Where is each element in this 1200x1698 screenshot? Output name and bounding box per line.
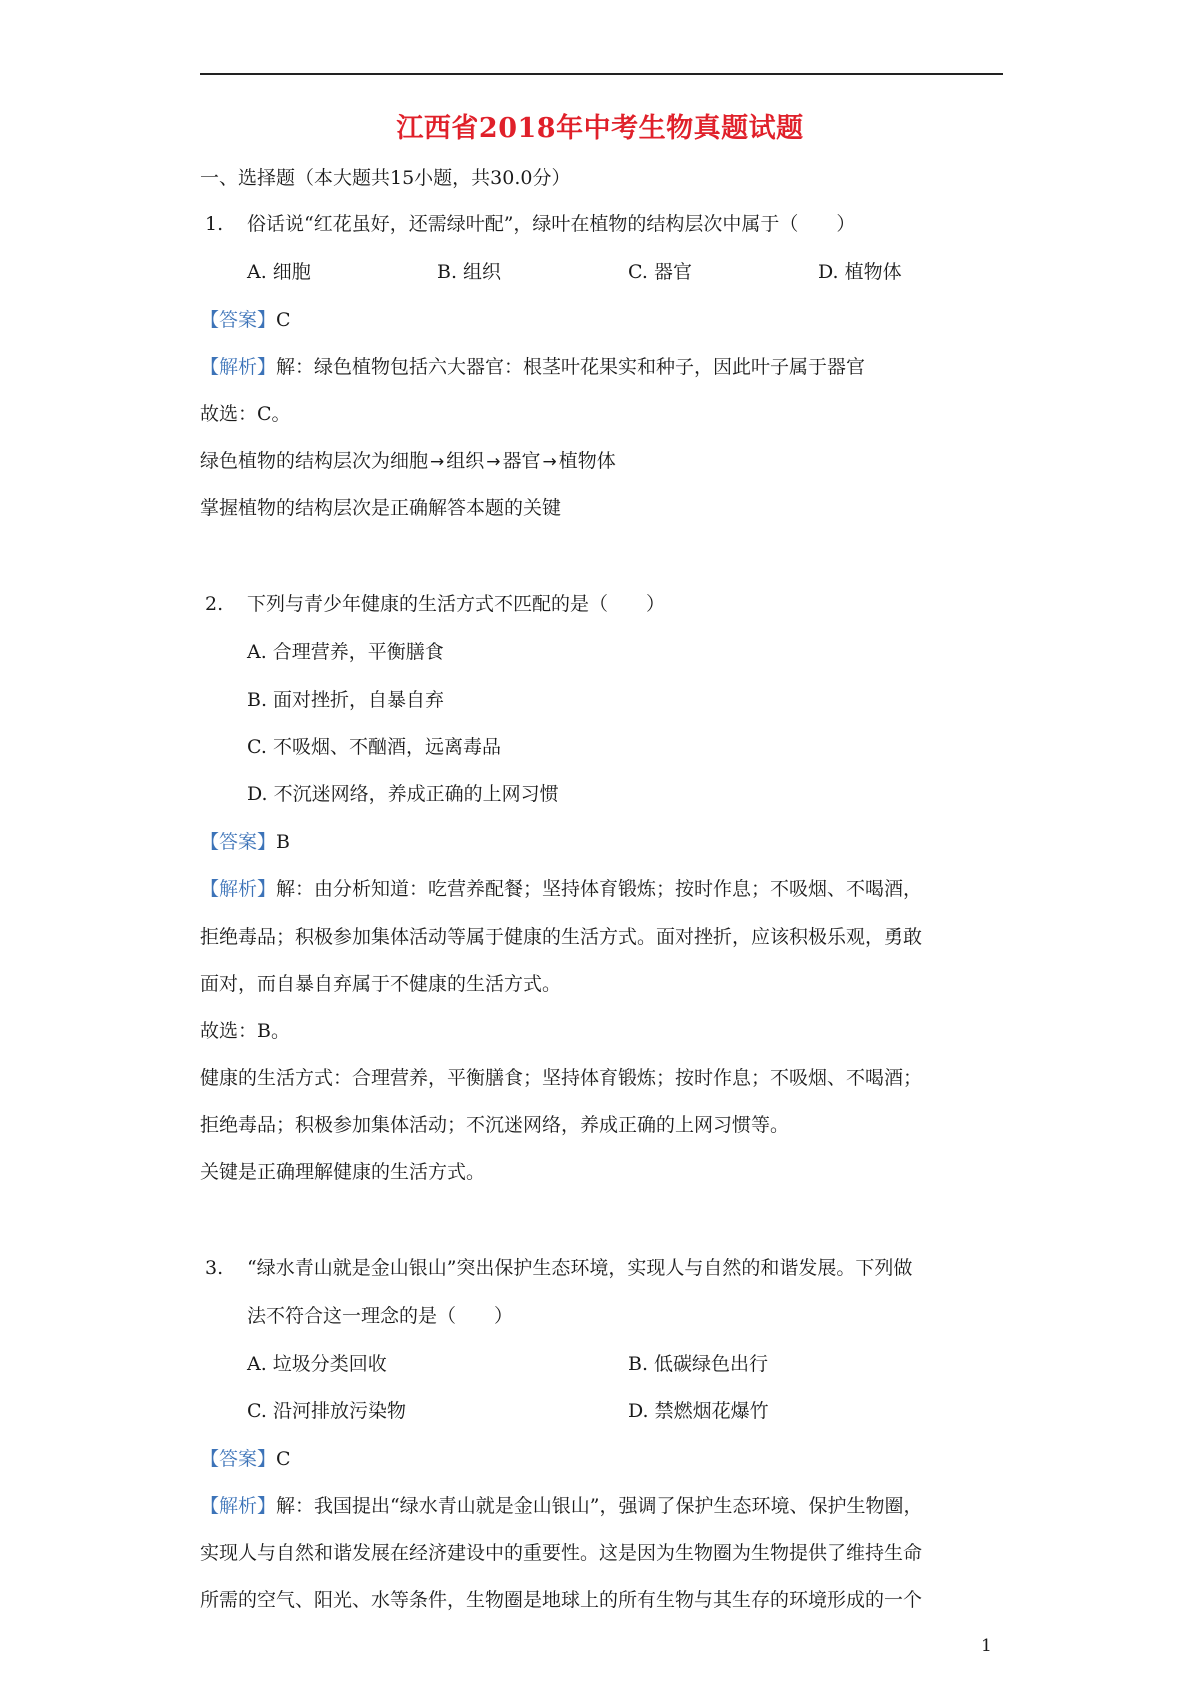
question-2-number: 2. [205, 593, 224, 615]
question-3-option-c: C. 沿河排放污染物 [247, 1400, 406, 1422]
analysis-tag: 【解析】 [200, 878, 277, 900]
question-3-option-b: B. 低碳绿色出行 [628, 1353, 769, 1375]
header-rule [200, 73, 1003, 75]
question-1-answer [200, 308, 291, 332]
question-3-analysis-line-2: 实现人与自然和谐发展在经济建设中的重要性。这是因为生物圈为生物提供了维持生命 [200, 1542, 923, 1564]
arrow-right-icon: → [430, 452, 445, 472]
section-heading: 一、选择题（本大题共15小题，共30.0分） [200, 167, 571, 189]
question-3-option-a: A. 垃圾分类回收 [247, 1353, 387, 1375]
question-1-stem: 俗话说“红花虽好，还需绿叶配”，绿叶在植物的结构层次中属于（ ） [247, 213, 856, 235]
arrow-right-icon: → [542, 452, 557, 472]
answer-value: C [276, 1448, 291, 1470]
question-2-conclusion: 故选：B。 [200, 1020, 290, 1042]
question-1-key-point: 掌握植物的结构层次是正确解答本题的关键 [200, 497, 562, 519]
analysis-line: 解：绿色植物包括六大器官：根茎叶花果实和种子，因此叶子属于器官 [276, 356, 866, 378]
question-2-option-d: D. 不沉迷网络，养成正确的上网习惯 [247, 783, 559, 805]
question-3-analysis [200, 1494, 922, 1518]
question-3-stem: “绿水青山就是金山银山”突出保护生态环境，实现人与自然的和谐发展。下列做 [247, 1257, 913, 1279]
question-2-key-point: 关键是正确理解健康的生活方式。 [200, 1161, 486, 1183]
arrow-right-icon: → [486, 452, 501, 472]
question-3-stem-line-2: 法不符合这一理念的是（ ） [247, 1305, 514, 1327]
question-3-number: 3. [205, 1257, 224, 1279]
question-2-stem: 下列与青少年健康的生活方式不匹配的是（ ） [247, 593, 666, 615]
question-1-option-c: C. 器官 [628, 261, 692, 283]
question-2-note-line-2: 拒绝毒品；积极参加集体活动；不沉迷网络，养成正确的上网习惯等。 [200, 1114, 790, 1136]
question-2-option-b: B. 面对挫折，自暴自弃 [247, 689, 445, 711]
question-2-note-line-1: 健康的生活方式：合理营养，平衡膳食；坚持体育锻炼；按时作息；不吸烟、不喝酒； [200, 1067, 923, 1089]
answer-tag: 【答案】 [200, 1448, 277, 1470]
answer-value: B [276, 831, 290, 853]
question-2-option-a: A. 合理营养，平衡膳食 [247, 641, 444, 663]
page-title: 江西省2018年中考生物真题试题 [396, 113, 804, 144]
question-1-structure-note: 绿色植物的结构层次为细胞 → 组织 → 器官 → 植物体 [200, 450, 616, 472]
question-1-conclusion: 故选：C。 [200, 403, 291, 425]
question-3-option-d: D. 禁燃烟花爆竹 [628, 1400, 769, 1422]
question-1-option-b: B. 组织 [437, 261, 502, 283]
answer-tag: 【答案】 [200, 309, 277, 331]
question-2-option-c: C. 不吸烟、不酗酒，远离毒品 [247, 736, 501, 758]
question-3-answer [200, 1447, 291, 1471]
analysis-tag: 【解析】 [200, 356, 277, 378]
question-3-analysis-line-3: 所需的空气、阳光、水等条件，生物圈是地球上的所有生物与其生存的环境形成的一个 [200, 1589, 923, 1611]
analysis-line: 解：我国提出“绿水青山就是金山银山”，强调了保护生态环境、保护生物圈， [276, 1495, 923, 1517]
analysis-tag: 【解析】 [200, 1495, 277, 1517]
question-1-analysis [200, 355, 865, 379]
question-2-analysis-line-3: 面对，而自暴自弃属于不健康的生活方式。 [200, 973, 562, 995]
answer-value: C [276, 309, 291, 331]
question-1-number: 1. [205, 213, 224, 235]
analysis-line: 解：由分析知道：吃营养配餐；坚持体育锻炼；按时作息；不吸烟、不喝酒， [276, 878, 923, 900]
question-1-option-a: A. 细胞 [247, 261, 311, 283]
question-2-answer [200, 830, 290, 854]
question-2-analysis [200, 877, 922, 901]
question-1-option-d: D. 植物体 [818, 261, 902, 283]
page-number: 1 [981, 1636, 992, 1656]
answer-tag: 【答案】 [200, 831, 277, 853]
question-2-analysis-line-2: 拒绝毒品；积极参加集体活动等属于健康的生活方式。面对挫折，应该积极乐观，勇敢 [200, 926, 923, 948]
